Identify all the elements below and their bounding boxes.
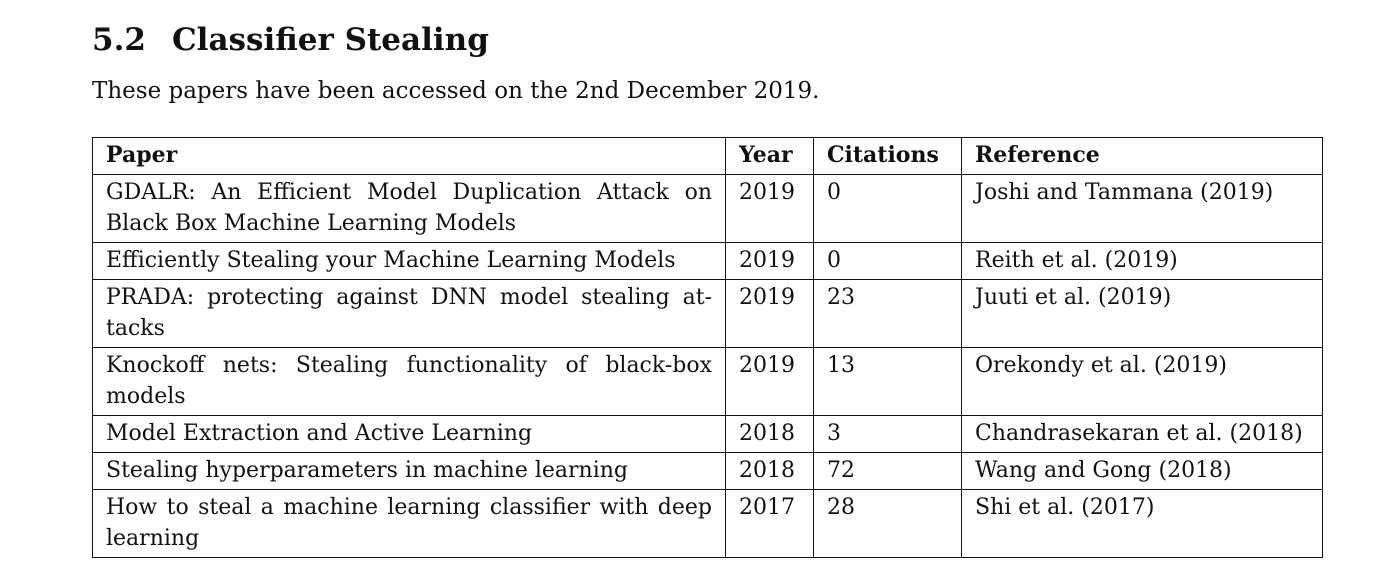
year-cell: 2018 <box>726 453 814 490</box>
reference-cell: Reith et al. (2019) <box>962 243 1323 280</box>
table-row <box>93 490 1323 558</box>
year-cell: 2019 <box>726 175 814 243</box>
intro-paragraph: These papers have been accessed on the 2nd December 2019. <box>92 78 820 104</box>
header-reference: Reference <box>962 138 1323 175</box>
header-year: Year <box>726 138 814 175</box>
paper-title-cell: How to steal a machine learning classifier with deep learning <box>93 490 726 558</box>
citations-cell: 13 <box>814 348 962 416</box>
paper-title-cell: GDALR: An Efficient Model Duplication Attack on Black Box Machine Learning Models <box>93 175 726 243</box>
section-heading <box>92 20 489 60</box>
year-cell: 2017 <box>726 490 814 558</box>
citations-cell: 3 <box>814 416 962 453</box>
paper-title-cell: Stealing hyperparameters in machine learning <box>93 453 726 490</box>
papers-table <box>92 137 1323 558</box>
section-title: Classifier Stealing <box>172 22 489 58</box>
header-citations: Citations <box>814 138 962 175</box>
section-number: 5.2 <box>92 22 146 58</box>
citations-cell: 72 <box>814 453 962 490</box>
citations-cell: 0 <box>814 175 962 243</box>
paper-title-cell: Model Extraction and Active Learning <box>93 416 726 453</box>
citations-cell: 23 <box>814 280 962 348</box>
year-cell: 2019 <box>726 348 814 416</box>
paper-title-cell: Efficiently Stealing your Machine Learning Models <box>93 243 726 280</box>
table-row <box>93 348 1323 416</box>
reference-cell: Orekondy et al. (2019) <box>962 348 1323 416</box>
reference-cell: Wang and Gong (2018) <box>962 453 1323 490</box>
reference-cell: Chandrasekaran et al. (2018) <box>962 416 1323 453</box>
citations-cell: 28 <box>814 490 962 558</box>
reference-cell: Joshi and Tammana (2019) <box>962 175 1323 243</box>
table-row <box>93 280 1323 348</box>
reference-cell: Shi et al. (2017) <box>962 490 1323 558</box>
table-header-row <box>93 138 1323 175</box>
year-cell: 2019 <box>726 280 814 348</box>
table-row <box>93 416 1323 453</box>
year-cell: 2019 <box>726 243 814 280</box>
table-row <box>93 453 1323 490</box>
paper-title-cell: Knockoff nets: Stealing functionality of black-box models <box>93 348 726 416</box>
table-row <box>93 175 1323 243</box>
citations-cell: 0 <box>814 243 962 280</box>
header-paper: Paper <box>93 138 726 175</box>
reference-cell: Juuti et al. (2019) <box>962 280 1323 348</box>
table-row <box>93 243 1323 280</box>
paper-title-cell: PRADA: protecting against DNN model stealing attacks <box>93 280 726 348</box>
year-cell: 2018 <box>726 416 814 453</box>
